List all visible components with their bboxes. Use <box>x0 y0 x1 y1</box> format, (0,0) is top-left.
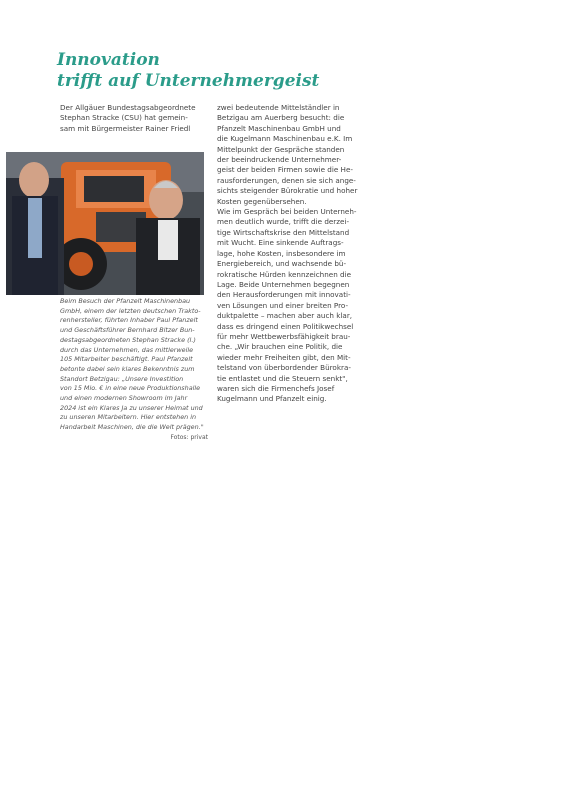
body-line: rausforderungen, denen sie sich ange- <box>217 175 356 185</box>
body-column <box>217 103 367 405</box>
intro-line: Stephan Stracke (CSU) hat gemein- <box>60 113 188 123</box>
caption-line: und Geschäftsführer Bernhard Bitzer Bun- <box>60 326 195 335</box>
body-line: telstand von überbordender Bürokra- <box>217 363 351 373</box>
body-line: mit Wucht. Eine sinkende Auftrags- <box>217 238 344 248</box>
caption-line: Beim Besuch der Pfanzelt Maschinenbau <box>60 297 191 305</box>
caption-line: durch das Unternehmen, das mittlerweile <box>60 345 194 354</box>
body-line: Wie im Gespräch bei beiden Unterneh- <box>217 207 357 217</box>
caption-line: von 15 Mio. € in eine neue Produktionshalle <box>60 384 201 393</box>
body-line: die Kugelmann Maschinenbau e.K. Im <box>217 134 353 144</box>
photo-credit: Fotos: privat <box>170 433 208 441</box>
title-line-1: Innovation <box>57 50 160 70</box>
body-line: Energiebereich, und wachsende bü- <box>217 259 347 269</box>
intro-column <box>60 103 205 134</box>
article-photo <box>6 152 204 295</box>
body-line: zwei bedeutende Mittelständler in <box>217 103 340 112</box>
intro-line: Der Allgäuer Bundestagsabgeordnete <box>60 103 196 112</box>
body-line: lage, hohe Kosten, insbesondere im <box>217 248 346 258</box>
body-line: men deutlich wurde, trifft die derzei- <box>217 217 350 227</box>
body-line: tie entlastet und die Steuern senkt", <box>217 373 348 383</box>
body-line: für mehr Wettbewerbsfähigkeit brau- <box>217 331 351 341</box>
caption-line: 2024 ist ein Klares Ja zu unserer Heimat und <box>60 403 203 412</box>
body-line: Lage. Beide Unternehmen begegnen <box>217 279 350 289</box>
intro-line: sam mit Bürgermeister Rainer Friedl <box>60 123 191 133</box>
title-line-2: trifft auf Unternehmergeist <box>57 71 320 91</box>
body-line: Kugelmann und Pfanzelt einig. <box>217 394 327 404</box>
body-line: wieder mehr Freiheiten gibt, den Mit- <box>217 352 351 362</box>
body-line: Kosten gegenübersehen. <box>217 196 307 206</box>
caption-line: Handarbeit Maschinen, die die Welt prägen." <box>60 423 204 432</box>
body-line: dass es dringend einen Politikwechsel <box>217 321 354 331</box>
body-line: Pfanzelt Maschinenbau GmbH und <box>217 123 341 133</box>
body-line: sichts steigender Bürokratie und hoher <box>217 186 358 196</box>
body-line: Mittelpunkt der Gespräche standen <box>217 144 345 154</box>
body-line: rokratische Hürden kennzeichnen die <box>217 269 352 279</box>
body-line: geist der beiden Firmen sowie die He- <box>217 165 353 175</box>
body-line: Betzigau am Auerberg besucht: die <box>217 113 345 123</box>
photo-caption <box>60 297 208 443</box>
caption-line: Standort Betzigau: „Unsere Investition <box>60 374 184 383</box>
caption-line: GmbH, einem der letzten deutschen Trakto- <box>60 306 201 315</box>
body-line: den Herausforderungen mit innovati- <box>217 290 351 300</box>
caption-line: und einen modernen Showroom im Jahr <box>60 394 188 403</box>
body-line: ven Lösungen und einer breiten Pro- <box>217 300 349 310</box>
caption-line: renhersteller, führten Inhaber Paul Pfanzelt <box>60 316 198 325</box>
caption-line: destagsabgeordneten Stephan Stracke (l.) <box>60 335 196 344</box>
caption-line: zu unseren Mitarbeitern. Hier entstehen in <box>60 413 197 422</box>
article-title <box>57 50 357 92</box>
body-line: duktpalette – machen aber auch klar, <box>217 311 353 321</box>
body-line: der beeindruckende Unternehmer- <box>217 155 342 165</box>
caption-line: betonte dabei sein klares Bekenntnis zum <box>60 364 195 373</box>
body-line: tige Wirtschaftskrise den Mittelstand <box>217 227 350 237</box>
tractor-meeting-photo <box>6 152 204 295</box>
caption-line: 105 Mitarbeiter beschäftigt. Paul Pfanzelt <box>60 355 193 364</box>
body-line: che. „Wir brauchen eine Politik, die <box>217 342 343 352</box>
body-line: waren sich die Firmenchefs Josef <box>217 383 335 393</box>
